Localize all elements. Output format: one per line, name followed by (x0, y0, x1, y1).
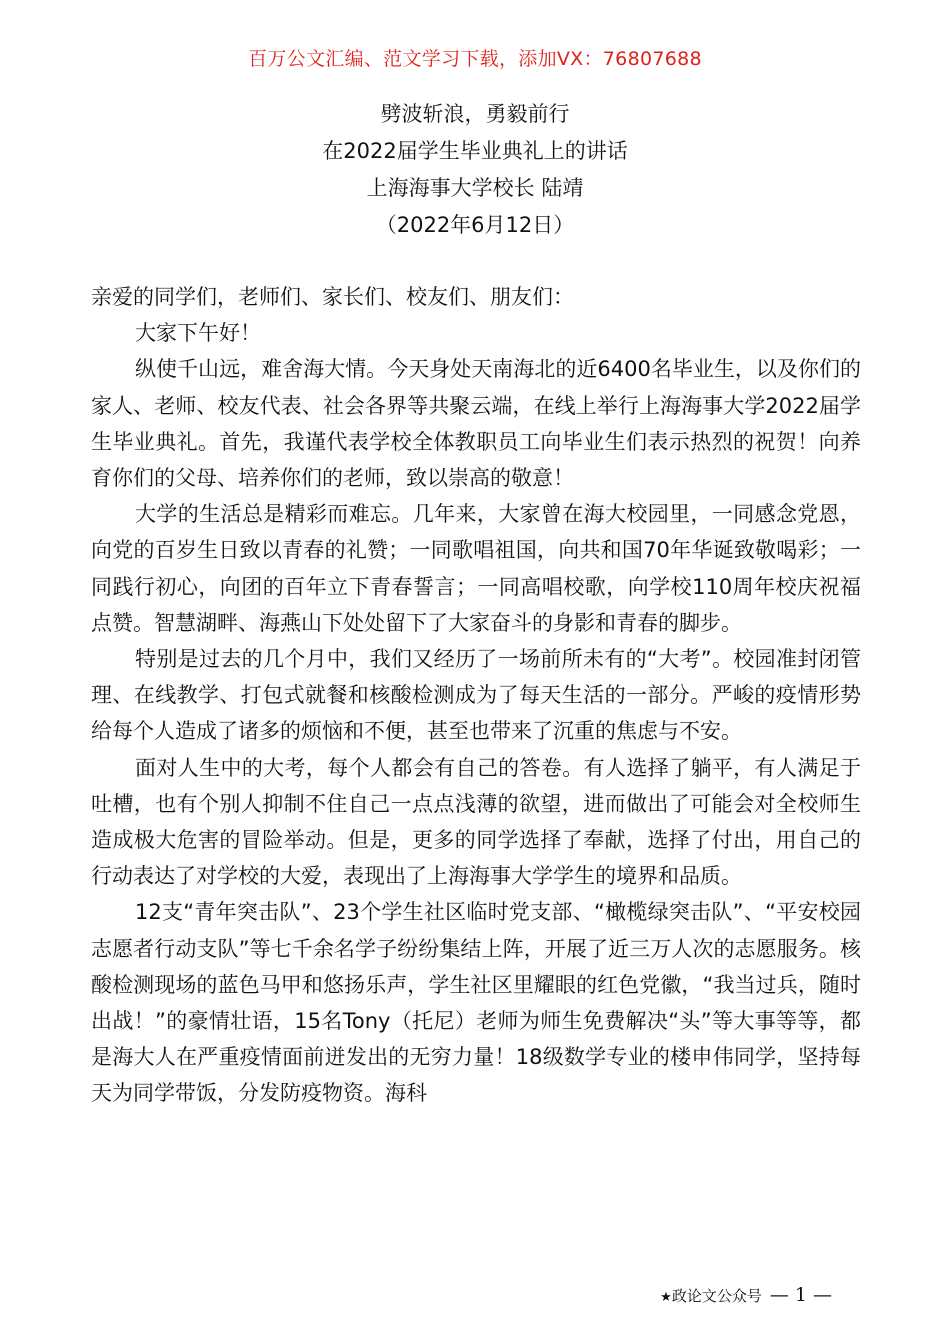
paragraph: 纵使千山远，难舍海大情。今天身处天南海北的近6400名毕业生，以及你们的家人、老师、校友代表、社会各界等共聚云端，在线上举行上海海事大学2022届学生毕业典礼。首先，我谨代表学校全体教职员工向毕业生们表示热烈的祝贺！向养育你们的父母、培养你们的老师，致以崇高的敬意！ (91, 357, 861, 491)
paragraph: 大学的生活总是精彩而难忘。几年来，大家曾在海大校园里，一同感念党恩，向党的百岁生日致以青春的礼赞；一同歌唱祖国，向共和国70年华诞致敬喝彩；一同践行初心，向团的百年立下青春誓言；一同高唱校歌，向学校110周年校庆祝福点赞。智慧湖畔、海燕山下处处留下了大家奋斗的身影和青春的脚步。 (91, 502, 861, 635)
salutation: 亲爱的同学们，老师们、家长们、校友们、朋友们： (91, 285, 574, 309)
paragraph: 特别是过去的几个月中，我们又经历了一场前所未有的“大考”。校园准封闭管理、在线教学、打包式就餐和核酸检测成为了每天生活的一部分。严峻的疫情形势给每个人造成了诸多的烦恼和不便，甚至也带来了沉重的焦虑与不安。 (91, 647, 861, 744)
page-number: — 1 — (769, 1284, 832, 1306)
paragraph: 大家下午好！ (135, 321, 261, 346)
title-block (0, 96, 950, 244)
paragraph: 面对人生中的大考，每个人都会有自己的答卷。有人选择了躺平，有人满足于吐槽，也有个别人抑制不住自己一点点浅薄的欲望，进而做出了可能会对全校师生造成极大危害的冒险举动。但是，更多的同学选择了奉献，选择了付出，用自己的行动表达了对学校的大爱，表现出了上海海事大学学生的境界和品质。 (91, 755, 861, 889)
speaker-line: 上海海事大学校长 陆靖 (366, 176, 584, 200)
paragraph: 12支“青年突击队”、23个学生社区临时党支部、“橄榄绿突击队”、“平安校园志愿者行动支队”等七千余名学子纷纷集结上阵，开展了近三万人次的志愿服务。核酸检测现场的蓝色马甲和悠扬乐声，学生社区里耀眼的红色党徽，“我当过兵，随时出战！”的豪情壮语，15名Tony（托尼）老师为师生免费解决“头”等大事等等，都是海大人在严重疫情面前迸发出的无穷力量！18级数学专业的楼申伟同学，坚持每天为同学带饭，分发防疫物资。海科 (91, 900, 861, 1106)
speech-title: 劈波斩浪，勇毅前行 (380, 102, 570, 126)
page-footer (660, 1284, 832, 1306)
speech-subtitle: 在2022届学生毕业典礼上的讲话 (322, 139, 628, 163)
speech-date: （2022年6月12日） (375, 213, 575, 237)
speech-body (91, 279, 861, 1112)
footer-source: 政论文公众号 (671, 1287, 762, 1305)
star-icon: ★ (660, 1290, 672, 1305)
header-banner: 百万公文汇编、范文学习下载，添加VX：76807688 (248, 48, 702, 70)
